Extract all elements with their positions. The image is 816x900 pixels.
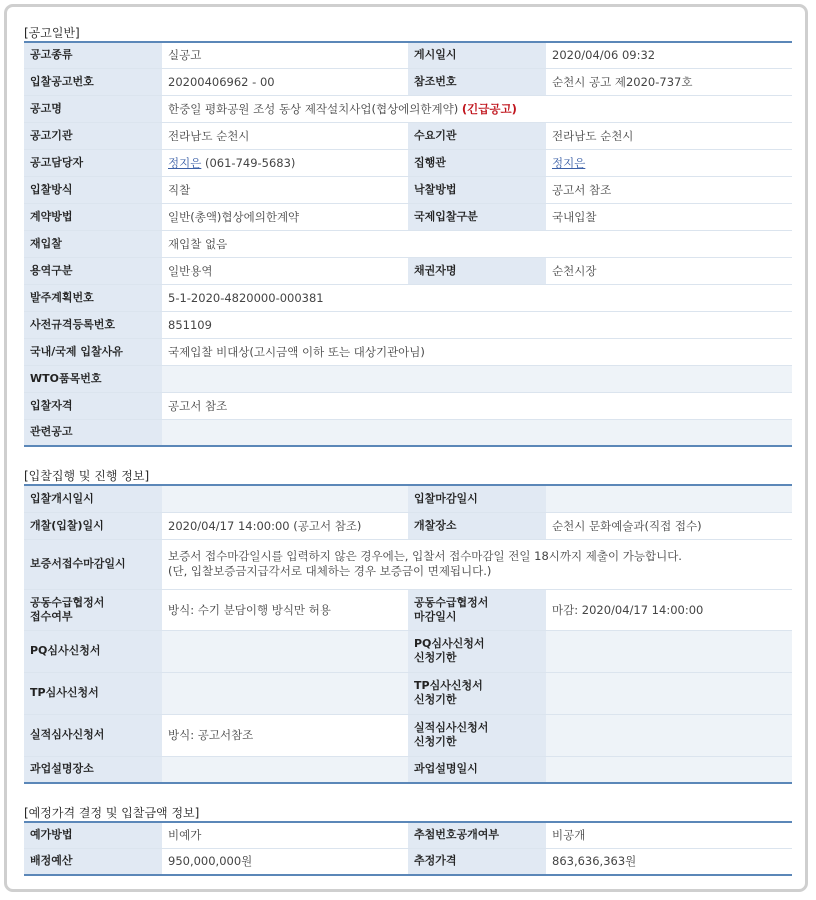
table-row — [24, 822, 792, 848]
bid-method-value: 직찰 — [162, 176, 408, 203]
contract-method-label: 계약방법 — [24, 203, 162, 230]
joint-value: 방식: 수기 분담이행 방식만 허용 — [162, 589, 408, 630]
order-plan-link[interactable]: 5-1-2020-4820000-000381 — [162, 284, 792, 311]
pre-spec-label: 사전규격등록번호 — [24, 311, 162, 338]
joint-label — [24, 589, 162, 630]
section-title-price: [예정가격 결정 및 입찰금액 정보] — [24, 806, 200, 820]
service-type-value: 일반용역 — [162, 257, 408, 284]
agency-link[interactable]: 전라남도 순천시 — [162, 122, 408, 149]
joint-deadline-label — [408, 589, 546, 630]
notice-type-value: 실공고 — [162, 42, 408, 68]
table-row — [24, 95, 792, 122]
intl-reason-label: 국내/국제 입찰사유 — [24, 338, 162, 365]
award-method-label: 낙찰방법 — [408, 176, 546, 203]
rebid-value: 재입찰 없음 — [162, 230, 792, 257]
table-row — [24, 122, 792, 149]
table-row — [24, 672, 792, 714]
joint-deadline-label-line1: 공동수급협정서 — [414, 595, 489, 609]
qualification-label: 입찰자격 — [24, 392, 162, 419]
estimated-value: 863,636,363원 — [546, 848, 792, 875]
table-row — [24, 230, 792, 257]
table-row — [24, 419, 792, 446]
table-row — [24, 539, 792, 589]
perf-deadline-label-line1: 실적심사신청서 — [414, 721, 489, 734]
general-info-table — [24, 41, 792, 447]
table-row — [24, 365, 792, 392]
related-value — [162, 419, 792, 446]
tp-deadline-value — [546, 672, 792, 714]
budget-value: 950,000,000원 — [162, 848, 408, 875]
executor-link[interactable]: 정지은 — [552, 155, 586, 170]
intl-bid-label: 국제입찰구분 — [408, 203, 546, 230]
tp-deadline-label — [408, 672, 546, 714]
contract-method-value: 일반(총액)협상에의한계약 — [162, 203, 408, 230]
table-row — [24, 714, 792, 756]
service-type-label: 용역구분 — [24, 257, 162, 284]
guarantee-note-line1: 보증서 접수마감일시를 입력하지 않은 경우에는, 입찰서 접수마감일 전일 18시까지 제출이 가능합니다. — [168, 549, 682, 563]
table-row — [24, 848, 792, 875]
draw-public-value: 비공개 — [546, 822, 792, 848]
pre-spec-link[interactable]: 851109 — [162, 311, 792, 338]
perf-deadline-label-line2: 신청기한 — [414, 735, 457, 748]
manager-phone: (061-749-5683) — [201, 155, 296, 170]
joint-label-line1: 공동수급협정서 — [30, 595, 105, 609]
post-date-value: 2020/04/06 09:32 — [546, 42, 792, 68]
joint-label-line2: 접수여부 — [30, 609, 73, 623]
briefing-time-label: 과업설명일시 — [408, 756, 546, 783]
tp-label: TP심사신청서 — [24, 672, 162, 714]
table-row — [24, 68, 792, 95]
table-row — [24, 42, 792, 68]
table-row — [24, 257, 792, 284]
manager-name-link[interactable]: 정지은 — [168, 155, 202, 170]
table-row — [24, 512, 792, 539]
notice-name-cell — [162, 95, 792, 122]
perf-value: 방식: 공고서참조 — [162, 714, 408, 756]
notice-name-label: 공고명 — [24, 95, 162, 122]
joint-deadline-value: 마감: 2020/04/17 14:00:00 — [546, 589, 792, 630]
pq-deadline-value — [546, 630, 792, 672]
post-date-label: 게시일시 — [408, 42, 546, 68]
demand-agency-link[interactable]: 전라남도 순천시 — [546, 122, 792, 149]
bid-start-label: 입찰개시일시 — [24, 485, 162, 512]
table-row — [24, 284, 792, 311]
execution-info-table — [24, 484, 792, 784]
bid-no-value: 20200406962 - 00 — [162, 68, 408, 95]
price-method-value: 비예가 — [162, 822, 408, 848]
pq-deadline-label-line1: PQ심사신청서 — [414, 637, 485, 650]
ref-no-label: 참조번호 — [408, 68, 546, 95]
table-row — [24, 203, 792, 230]
creditor-value: 순천시장 — [546, 257, 792, 284]
notice-name-value: 한중일 평화공원 조성 동상 제작설치사업(협상에의한계약) — [168, 101, 459, 116]
briefing-time-value — [546, 756, 792, 783]
intl-bid-value: 국내입찰 — [546, 203, 792, 230]
wto-label: WTO품목번호 — [24, 365, 162, 392]
table-row — [24, 392, 792, 419]
tp-deadline-label-line2: 신청기한 — [414, 693, 457, 706]
joint-deadline-label-line2: 마감일시 — [414, 609, 457, 623]
ref-no-value: 순천시 공고 제2020-737호 — [546, 68, 792, 95]
section-title-general: [공고일반] — [24, 26, 80, 40]
table-row — [24, 756, 792, 783]
briefing-place-label: 과업설명장소 — [24, 756, 162, 783]
draw-public-label: 추첨번호공개여부 — [408, 822, 546, 848]
bid-method-label: 입찰방식 — [24, 176, 162, 203]
manager-cell — [162, 149, 408, 176]
bid-no-label: 입찰공고번호 — [24, 68, 162, 95]
notice-type-label: 공고종류 — [24, 42, 162, 68]
demand-agency-label: 수요기관 — [408, 122, 546, 149]
tp-value — [162, 672, 408, 714]
guarantee-label: 보증서접수마감일시 — [24, 539, 162, 589]
intl-reason-value: 국제입찰 비대상(고시금액 이하 또는 대상기관아님) — [162, 338, 792, 365]
qualification-value: 공고서 참조 — [162, 392, 792, 419]
award-method-value: 공고서 참조 — [546, 176, 792, 203]
table-row — [24, 149, 792, 176]
opening-place-label: 개찰장소 — [408, 512, 546, 539]
bid-close-value — [546, 485, 792, 512]
perf-label: 실적심사신청서 — [24, 714, 162, 756]
creditor-label: 채권자명 — [408, 257, 546, 284]
guarantee-note-line2: (단, 입찰보증금지급각서로 대체하는 경우 보증금이 면제됩니다.) — [168, 564, 492, 578]
urgent-tag: (긴급공고) — [461, 101, 517, 116]
table-row — [24, 338, 792, 365]
section-title-execution: [입찰집행 및 진행 정보] — [24, 469, 150, 483]
opening-label: 개찰(입찰)일시 — [24, 512, 162, 539]
bid-start-value — [162, 485, 408, 512]
opening-place-value: 순천시 문화예술과(직접 접수) — [546, 512, 792, 539]
executor-label: 집행관 — [408, 149, 546, 176]
manager-label: 공고담당자 — [24, 149, 162, 176]
pq-deadline-label — [408, 630, 546, 672]
table-row — [24, 311, 792, 338]
pq-value — [162, 630, 408, 672]
bid-close-label: 입찰마감일시 — [408, 485, 546, 512]
table-row — [24, 630, 792, 672]
table-row — [24, 485, 792, 512]
tp-deadline-label-line1: TP심사신청서 — [414, 679, 483, 692]
guarantee-note — [162, 539, 792, 589]
opening-value: 2020/04/17 14:00:00 (공고서 참조) — [162, 512, 408, 539]
budget-label: 배정예산 — [24, 848, 162, 875]
agency-label: 공고기관 — [24, 122, 162, 149]
executor-cell — [546, 149, 792, 176]
wto-value — [162, 365, 792, 392]
estimated-label: 추정가격 — [408, 848, 546, 875]
order-plan-label: 발주계획번호 — [24, 284, 162, 311]
pq-label: PQ심사신청서 — [24, 630, 162, 672]
table-row — [24, 176, 792, 203]
perf-deadline-value — [546, 714, 792, 756]
briefing-place-value — [162, 756, 408, 783]
price-method-label: 예가방법 — [24, 822, 162, 848]
pq-deadline-label-line2: 신청기한 — [414, 651, 457, 664]
price-info-table — [24, 821, 792, 876]
perf-deadline-label — [408, 714, 546, 756]
rebid-label: 재입찰 — [24, 230, 162, 257]
table-row — [24, 589, 792, 630]
related-label: 관련공고 — [24, 419, 162, 446]
